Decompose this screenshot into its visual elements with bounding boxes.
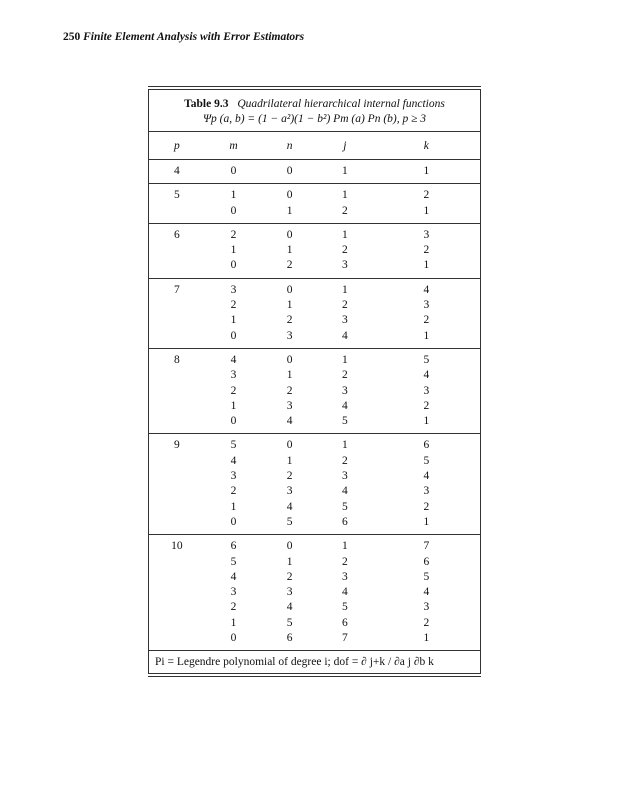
cell-p: 4 [173,165,180,177]
cell-p [149,469,205,484]
cell-m: 1 [230,399,237,412]
cell-m: 1 [230,189,237,202]
cell-n: 5 [286,515,293,528]
cell-j: 2 [341,244,348,257]
table-row [149,329,480,344]
cell-j: 1 [341,540,348,553]
table-footnote: Pi = Legendre polynomial of degree i; dof = ∂ j+k / ∂a j ∂b k [155,656,434,669]
table-row [149,313,480,328]
cell-k: 4 [423,369,430,382]
cell-j: 4 [341,586,348,599]
column-header-row [149,131,480,160]
table-row [149,484,480,499]
cell-j: 2 [341,454,348,467]
cell-p [149,631,205,646]
cell-j: 2 [341,204,348,217]
cell-m: 6 [230,540,237,553]
table-row [149,616,480,631]
table-row [149,600,480,615]
cell-p: 9 [173,439,180,452]
cell-p: 10 [171,540,183,553]
table-row [149,164,480,179]
cell-n: 2 [286,384,293,397]
cell-m: 1 [230,244,237,257]
table-group-p10 [149,535,480,651]
cell-m: 0 [230,204,237,217]
cell-k: 5 [423,353,430,366]
cell-n: 4 [286,500,293,513]
cell-n: 0 [286,540,293,553]
cell-p [149,243,205,258]
cell-m: 0 [230,165,237,177]
cell-j: 4 [341,399,348,412]
cell-n: 3 [286,329,293,342]
cell-k: 6 [423,439,430,452]
table-row [149,585,480,600]
cell-j: 2 [341,555,348,568]
cell-m: 2 [230,485,237,498]
cell-j: 1 [341,189,348,202]
cell-j: 1 [341,165,348,177]
cell-n: 0 [286,439,293,452]
table-row [149,188,480,203]
cell-j: 4 [341,329,348,342]
cell-n: 0 [286,228,293,241]
table-number: Table 9.3 [184,98,229,110]
table-row [149,515,480,530]
cell-p [149,555,205,570]
table-row [149,570,480,585]
table-frame [148,90,481,673]
cell-n: 0 [286,283,293,296]
cell-n: 3 [286,399,293,412]
cell-k: 1 [423,329,430,342]
cell-k: 6 [423,555,430,568]
cell-m: 2 [230,228,237,241]
table-group-p5 [149,184,480,224]
cell-k: 3 [423,485,430,498]
table-caption [149,90,480,131]
table-row [149,353,480,368]
table-row [149,454,480,469]
cell-n: 1 [286,555,293,568]
cell-k: 3 [423,601,430,614]
cell-m: 2 [230,601,237,614]
table-row [149,204,480,219]
cell-n: 5 [286,616,293,629]
cell-m: 3 [230,470,237,483]
column-header-j: j [343,139,347,152]
table-row [149,368,480,383]
cell-n: 3 [286,586,293,599]
cell-k: 3 [423,384,430,397]
cell-p [149,313,205,328]
table-row [149,414,480,429]
cell-p: 6 [173,228,180,241]
cell-p [149,600,205,615]
table-group-p6 [149,224,480,279]
cell-p [149,484,205,499]
cell-j: 2 [341,299,348,312]
cell-p: 5 [173,189,180,202]
running-header [63,31,304,43]
cell-j: 7 [341,632,348,645]
table-row [149,500,480,515]
cell-n: 4 [286,415,293,428]
cell-n: 2 [286,259,293,272]
table-row [149,631,480,646]
column-header-n: n [286,139,293,152]
cell-p [149,616,205,631]
cell-n: 1 [286,454,293,467]
cell-j: 3 [341,384,348,397]
cell-j: 3 [341,570,348,583]
cell-k: 5 [423,454,430,467]
cell-p [149,384,205,399]
cell-k: 1 [423,165,430,177]
cell-n: 6 [286,632,293,645]
cell-n: 2 [286,314,293,327]
table-row [149,258,480,273]
cell-n: 1 [286,369,293,382]
table-row [149,399,480,414]
table-formula: Ψp (a, b) = (1 − a²)(1 − b²) Pm (a) Pn (b), p ≥ 3 [202,113,427,125]
cell-k: 7 [423,540,430,553]
cell-k: 3 [423,299,430,312]
cell-j: 2 [341,369,348,382]
cell-k: 2 [423,616,430,629]
cell-m: 0 [230,259,237,272]
cell-k: 4 [423,470,430,483]
cell-k: 5 [423,570,430,583]
table-row [149,438,480,453]
column-header-k: k [423,139,429,152]
cell-m: 0 [230,632,237,645]
cell-k: 1 [423,632,430,645]
cell-p [149,258,205,273]
cell-m: 5 [230,555,237,568]
cell-m: 1 [230,500,237,513]
cell-n: 0 [286,165,293,177]
cell-p [149,500,205,515]
cell-p [149,570,205,585]
table-row [149,243,480,258]
cell-p: 8 [173,353,180,366]
cell-j: 1 [341,228,348,241]
cell-m: 1 [230,314,237,327]
cell-m: 1 [230,616,237,629]
cell-n: 2 [286,470,293,483]
cell-m: 3 [230,586,237,599]
cell-k: 2 [423,500,430,513]
table-bottom-rule [148,673,481,677]
cell-j: 5 [341,601,348,614]
cell-j: 1 [341,439,348,452]
cell-p [149,454,205,469]
cell-j: 6 [341,515,348,528]
table-title: Quadrilateral hierarchical internal functions [237,98,445,110]
cell-n: 1 [286,299,293,312]
cell-j: 5 [341,415,348,428]
table-group-p8 [149,349,480,434]
cell-n: 4 [286,601,293,614]
table-group-p4 [149,160,480,184]
table-row [149,384,480,399]
cell-p [149,368,205,383]
cell-j: 1 [341,353,348,366]
cell-k: 1 [423,204,430,217]
cell-m: 4 [230,353,237,366]
cell-j: 3 [341,470,348,483]
table-body [149,160,480,651]
cell-k: 2 [423,244,430,257]
cell-m: 2 [230,384,237,397]
cell-n: 0 [286,353,293,366]
cell-n: 1 [286,204,293,217]
cell-j: 6 [341,616,348,629]
cell-k: 2 [423,314,430,327]
cell-k: 1 [423,415,430,428]
cell-p [149,399,205,414]
cell-m: 3 [230,369,237,382]
cell-p [149,515,205,530]
table-row [149,539,480,554]
cell-m: 2 [230,299,237,312]
table-row [149,469,480,484]
cell-n: 0 [286,189,293,202]
table-group-p9 [149,434,480,535]
cell-p [149,414,205,429]
cell-n: 3 [286,485,293,498]
cell-j: 3 [341,259,348,272]
column-header-m: m [229,139,238,152]
table-row [149,228,480,243]
table-group-p7 [149,279,480,349]
cell-k: 1 [423,515,430,528]
page-number: 250 [63,31,81,43]
cell-p [149,329,205,344]
cell-m: 0 [230,515,237,528]
cell-m: 3 [230,283,237,296]
table-row [149,283,480,298]
cell-m: 5 [230,439,237,452]
cell-m: 4 [230,570,237,583]
cell-k: 4 [423,283,430,296]
cell-n: 2 [286,570,293,583]
cell-j: 3 [341,314,348,327]
cell-p: 7 [173,283,180,296]
cell-j: 1 [341,283,348,296]
cell-n: 1 [286,244,293,257]
cell-k: 4 [423,586,430,599]
table-row [149,298,480,313]
cell-m: 0 [230,415,237,428]
table-9-3 [148,86,481,677]
cell-k: 3 [423,228,430,241]
cell-j: 4 [341,485,348,498]
cell-p [149,298,205,313]
cell-k: 1 [423,259,430,272]
cell-m: 4 [230,454,237,467]
table-row [149,555,480,570]
cell-k: 2 [423,399,430,412]
column-header-p: p [173,139,180,152]
cell-k: 2 [423,189,430,202]
book-title: Finite Element Analysis with Error Estimators [83,31,305,43]
cell-p [149,585,205,600]
cell-m: 0 [230,329,237,342]
cell-j: 5 [341,500,348,513]
cell-p [149,204,205,219]
